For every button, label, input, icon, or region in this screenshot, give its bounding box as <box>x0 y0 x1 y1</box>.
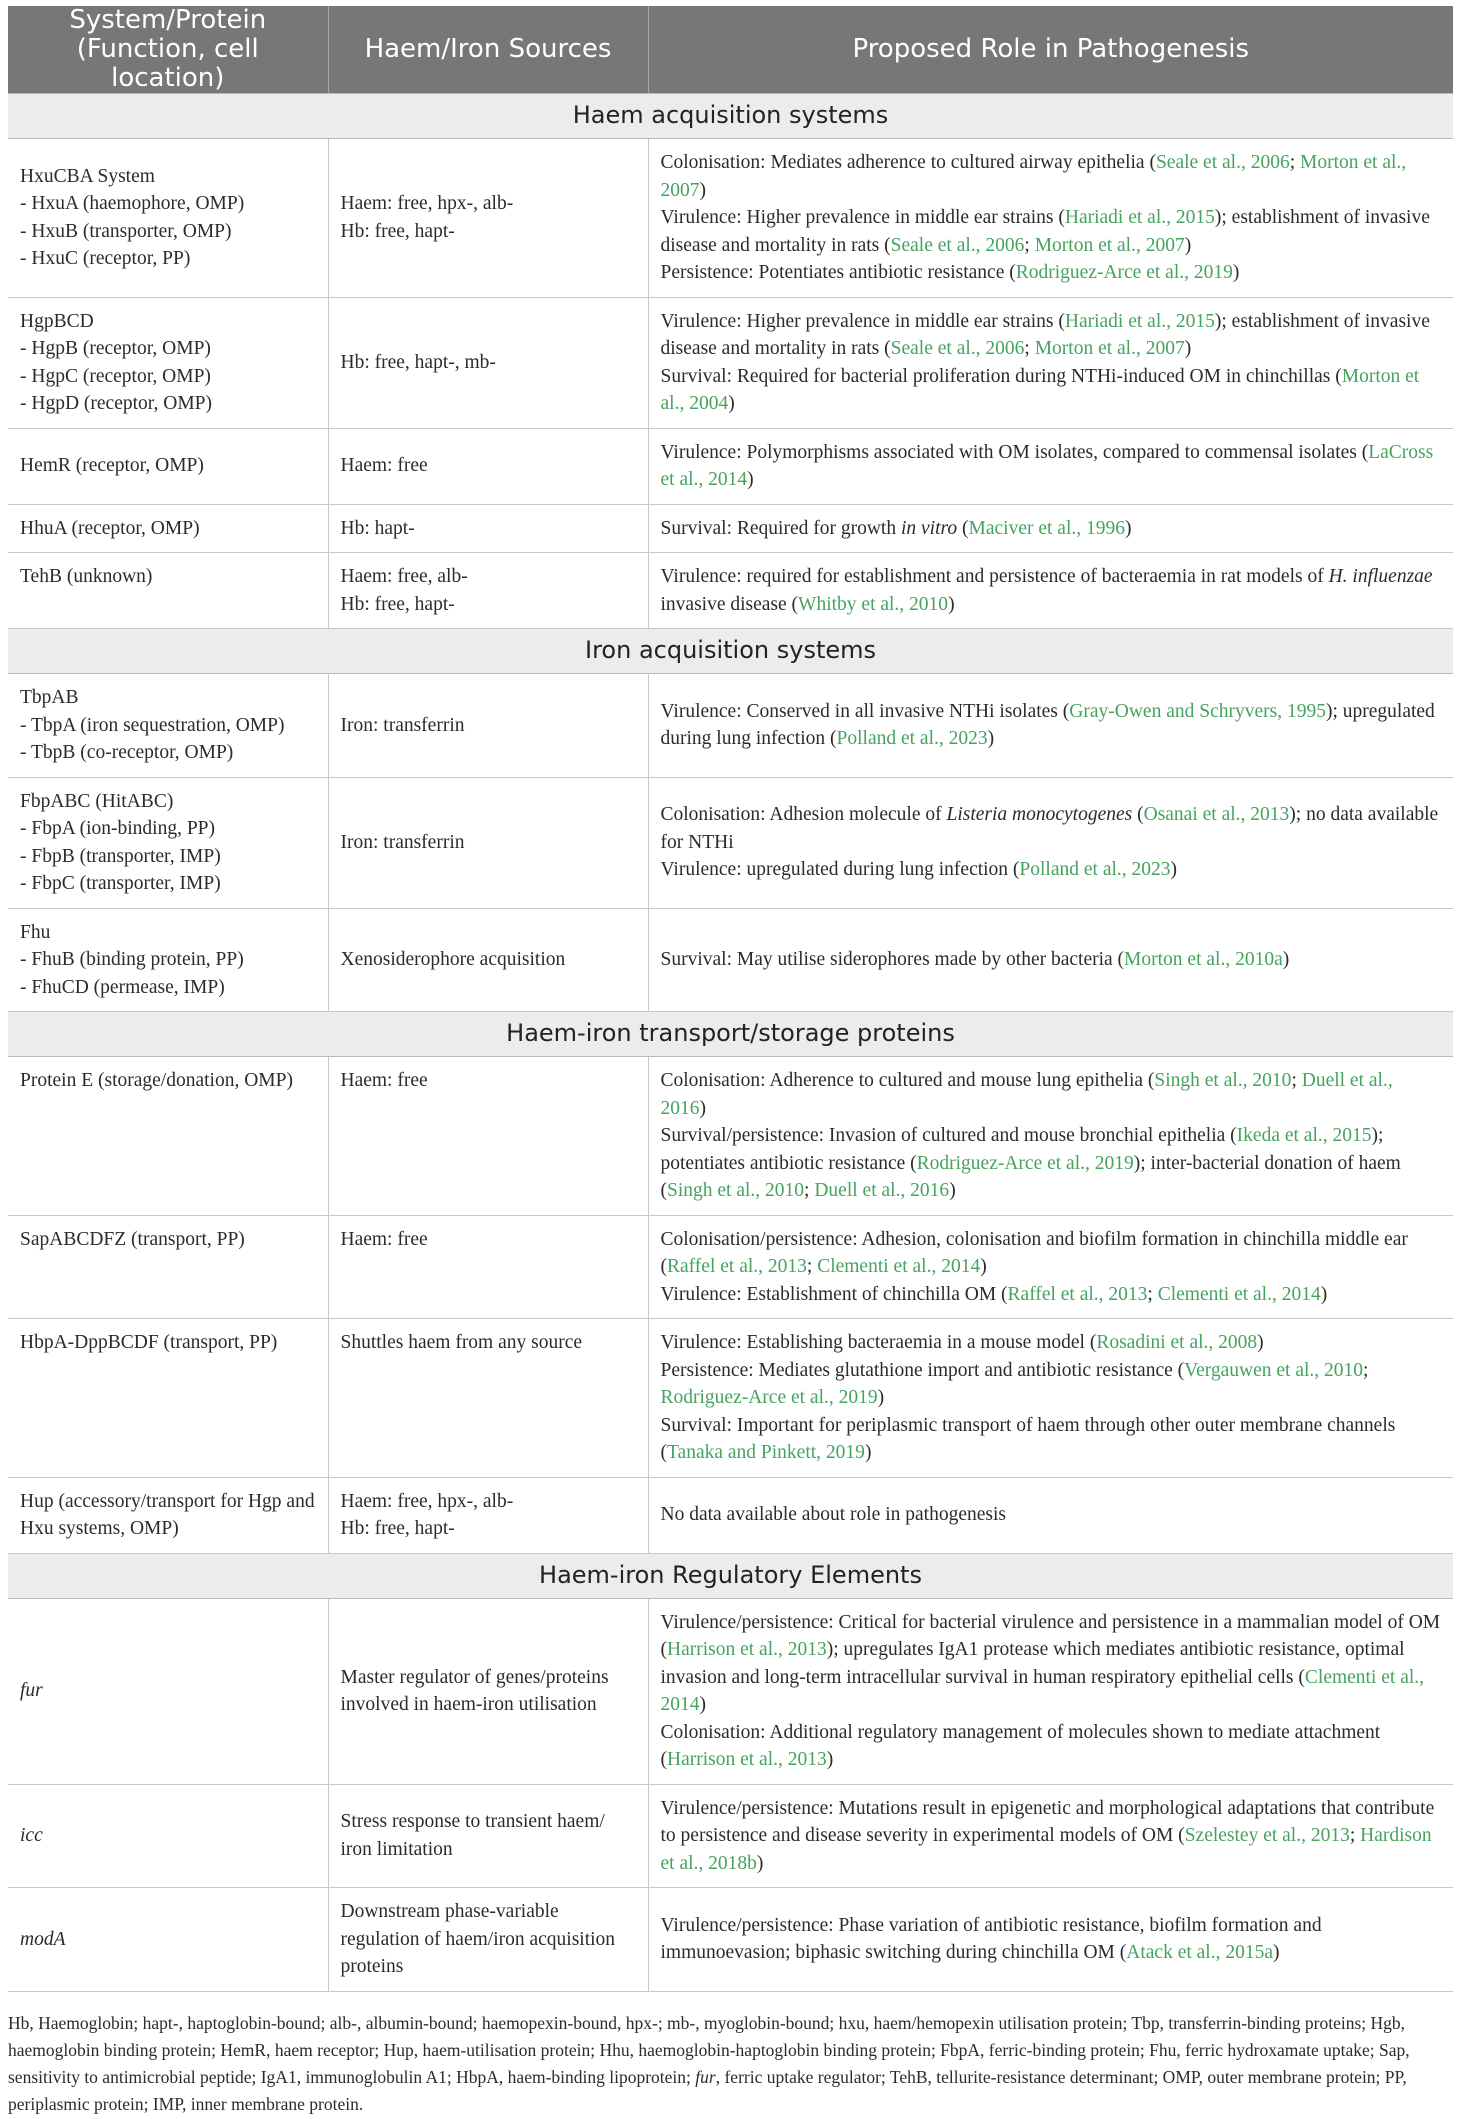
sources-cell: Hb: free, hapt-, mb- <box>328 297 648 428</box>
role-line: Persistence: Potentiates antibiotic resistance (Rodriguez-Arce et al., 2019) <box>660 262 1240 283</box>
section-regulatory: Haem-iron Regulatory Elements <box>8 1553 1453 1598</box>
system-cell: Fhu - FhuB (binding protein, PP) - FhuCD (permease, IMP) <box>8 908 328 1012</box>
role-cell: Survival: Required for growth in vitro (Maciver et al., 1996) <box>648 504 1453 553</box>
system-cell: HgpBCD - HgpB (receptor, OMP) - HgpC (receptor, OMP) - HgpD (receptor, OMP) <box>8 297 328 428</box>
role-line: Survival: Required for bacterial proliferation during NTHi-induced OM in chinchillas (Morton et al., 2004) <box>660 365 1420 414</box>
sources-cell: Haem: free <box>328 1057 648 1216</box>
role-cell <box>648 139 1453 298</box>
sources-cell: Xenosiderophore acquisition <box>328 908 648 1012</box>
role-cell: No data available about role in pathogenesis <box>648 1477 1453 1553</box>
sources-cell: Master regulator of genes/proteins involved in haem-iron utilisation <box>328 1598 648 1784</box>
haem-iron-table <box>8 6 1453 1992</box>
table-row <box>8 777 1453 908</box>
role-line: Survival: Important for periplasmic transport of haem through other outer membrane channels (Tanaka and Pinkett, 2019) <box>660 1414 1396 1463</box>
role-line: Virulence/persistence: Critical for bacterial virulence and persistence in a mammalian model of OM (Harrison et al., 2013); upregulates IgA1 protease which mediates antibiotic resistance, optimal invasion and long-term intracellular survival in human respiratory epithelial cells (Clementi et al., 2014) <box>660 1611 1441 1715</box>
role-cell <box>648 1319 1453 1478</box>
system-cell: TehB (unknown) <box>8 553 328 629</box>
role-line: Virulence: Higher prevalence in middle ear strains (Hariadi et al., 2015); establishment of invasive disease and mortality in rats (Seale et al., 2006; Morton et al., 2007) <box>660 310 1430 359</box>
table-footnote: Hb, Haemoglobin; hapt-, haptoglobin-bound; alb-, albumin-bound; haemopexin-bound, hpx-; mb-, myoglobin-bound; hxu, haem/hemopexin utilisation protein; Tbp, transferrin-binding proteins; Hgb, haemoglobin binding protein; HemR, haem receptor; Hup, haem-utilisation protein; Hhu, haemoglobin-haptoglobin binding protein; FbpA, ferric-binding protein; Fhu, ferric hydroxamate uptake; Sap, sensitivity to antimicrobial peptide; IgA1, immunoglobulin A1; HbpA, haem-binding lipoprotein; fur, ferric uptake regulator; TehB, tellurite-resistance determinant; OMP, outer membrane protein; PP, periplasmic protein; IMP, inner membrane protein. <box>8 2013 1410 2114</box>
sources-cell: Hb: hapt- <box>328 504 648 553</box>
role-line: Virulence: Establishing bacteraemia in a mouse model (Rosadini et al., 2008) <box>660 1332 1264 1353</box>
table-row <box>8 139 1453 298</box>
system-cell: modA <box>8 1888 328 1992</box>
section-row <box>8 94 1453 139</box>
role-cell: Virulence/persistence: Mutations result in epigenetic and morphological adaptations that contribute to persistence and disease severity in experimental models of OM (Szelestey et al., 2013; Hardison et al., 2018b) <box>648 1784 1453 1888</box>
role-cell: Virulence/persistence: Phase variation of antibiotic resistance, biofilm formation and immunoevasion; biphasic switching during chinchilla OM (Atack et al., 2015a) <box>648 1888 1453 1992</box>
table-row <box>8 1784 1453 1888</box>
role-cell <box>648 1598 1453 1784</box>
role-cell: Virulence: required for establishment and persistence of bacteraemia in rat models of H. influenzae invasive disease (Whitby et al., 2010) <box>648 553 1453 629</box>
section-row <box>8 1012 1453 1057</box>
system-cell: icc <box>8 1784 328 1888</box>
role-line: Colonisation: Adherence to cultured and mouse lung epithelia (Singh et al., 2010; Duell et al., 2016) <box>660 1070 1393 1119</box>
table-row <box>8 297 1453 428</box>
role-cell <box>648 297 1453 428</box>
system-cell: HbpA-DppBCDF (transport, PP) <box>8 1319 328 1478</box>
section-iron-acquisition: Iron acquisition systems <box>8 629 1453 674</box>
role-line: Virulence: Higher prevalence in middle ear strains (Hariadi et al., 2015); establishment of invasive disease and mortality in rats (Seale et al., 2006; Morton et al., 2007) <box>660 207 1430 256</box>
table-row <box>8 1477 1453 1553</box>
role-line: Persistence: Mediates glutathione import and antibiotic resistance (Vergauwen et al., 2010; Rodriguez-Arce et al., 2019) <box>660 1359 1369 1408</box>
header-sources: Haem/Iron Sources <box>328 6 648 94</box>
role-cell: Virulence: Polymorphisms associated with OM isolates, compared to commensal isolates (LaCross et al., 2014) <box>648 428 1453 504</box>
table-row <box>8 553 1453 629</box>
table-wrapper <box>8 6 1453 1992</box>
role-cell <box>648 1057 1453 1216</box>
system-cell: HhuA (receptor, OMP) <box>8 504 328 553</box>
table-row <box>8 504 1453 553</box>
sources-cell: Haem: free <box>328 1215 648 1319</box>
table-row <box>8 1319 1453 1478</box>
system-cell: SapABCDFZ (transport, PP) <box>8 1215 328 1319</box>
role-line: Colonisation: Mediates adherence to cultured airway epithelia (Seale et al., 2006; Morton et al., 2007) <box>660 152 1407 201</box>
role-line: Colonisation/persistence: Adhesion, colonisation and biofilm formation in chinchilla middle ear (Raffel et al., 2013; Clementi et al., 2014) <box>660 1228 1408 1277</box>
role-cell <box>648 777 1453 908</box>
header-system: System/Protein (Function, cell location) <box>8 6 328 94</box>
header-row <box>8 6 1453 94</box>
sources-cell: Iron: transferrin <box>328 777 648 908</box>
system-cell: HxuCBA System - HxuA (haemophore, OMP) - HxuB (transporter, OMP) - HxuC (receptor, PP) <box>8 139 328 298</box>
system-cell: fur <box>8 1598 328 1784</box>
role-line: Survival/persistence: Invasion of cultured and mouse bronchial epithelia (Ikeda et al., 2015); potentiates antibiotic resistance (Rodriguez-Arce et al., 2019); inter-bacterial donation of haem (Singh et al., 2010; Duell et al., 2016) <box>660 1125 1401 1201</box>
system-cell: TbpAB - TbpA (iron sequestration, OMP) - TbpB (co-receptor, OMP) <box>8 674 328 778</box>
system-cell: Hup (accessory/transport for Hgp and Hxu systems, OMP) <box>8 1477 328 1553</box>
role-line: Colonisation: Additional regulatory management of molecules shown to mediate attachment (Harrison et al., 2013) <box>660 1721 1381 1770</box>
system-cell: HemR (receptor, OMP) <box>8 428 328 504</box>
table-row <box>8 1598 1453 1784</box>
system-cell: FbpABC (HitABC) - FbpA (ion-binding, PP) - FbpB (transporter, IMP) - FbpC (transporter, IMP) <box>8 777 328 908</box>
role-line: Virulence: upregulated during lung infection (Polland et al., 2023) <box>660 859 1178 881</box>
role-line: Virulence: Establishment of chinchilla OM (Raffel et al., 2013; Clementi et al., 2014) <box>660 1283 1328 1305</box>
table-row <box>8 674 1453 778</box>
table-row <box>8 1215 1453 1319</box>
sources-cell: Shuttles haem from any source <box>328 1319 648 1478</box>
sources-cell: Haem: free <box>328 428 648 504</box>
table-row <box>8 428 1453 504</box>
sources-cell: Haem: free, alb- Hb: free, hapt- <box>328 553 648 629</box>
section-row <box>8 629 1453 674</box>
section-row <box>8 1553 1453 1598</box>
section-haem-acquisition: Haem acquisition systems <box>8 94 1453 139</box>
table-row <box>8 908 1453 1012</box>
sources-cell: Haem: free, hpx-, alb- Hb: free, hapt- <box>328 139 648 298</box>
role-line: Colonisation: Adhesion molecule of Listeria monocytogenes (Osanai et al., 2013); no data available for NTHi <box>660 804 1439 853</box>
sources-cell: Downstream phase-variable regulation of haem/iron acquisition proteins <box>328 1888 648 1992</box>
role-cell: Survival: May utilise siderophores made by other bacteria (Morton et al., 2010a) <box>648 908 1453 1012</box>
section-transport-storage: Haem-iron transport/storage proteins <box>8 1012 1453 1057</box>
table-row <box>8 1057 1453 1216</box>
header-role: Proposed Role in Pathogenesis <box>648 6 1453 94</box>
system-cell: Protein E (storage/donation, OMP) <box>8 1057 328 1216</box>
table-row <box>8 1888 1453 1992</box>
sources-cell: Haem: free, hpx-, alb- Hb: free, hapt- <box>328 1477 648 1553</box>
sources-cell: Iron: transferrin <box>328 674 648 778</box>
role-cell: Virulence: Conserved in all invasive NTHi isolates (Gray-Owen and Schryvers, 1995); upregulated during lung infection (Polland et al., 2023) <box>648 674 1453 778</box>
sources-cell: Stress response to transient haem/ iron limitation <box>328 1784 648 1888</box>
role-cell <box>648 1215 1453 1319</box>
